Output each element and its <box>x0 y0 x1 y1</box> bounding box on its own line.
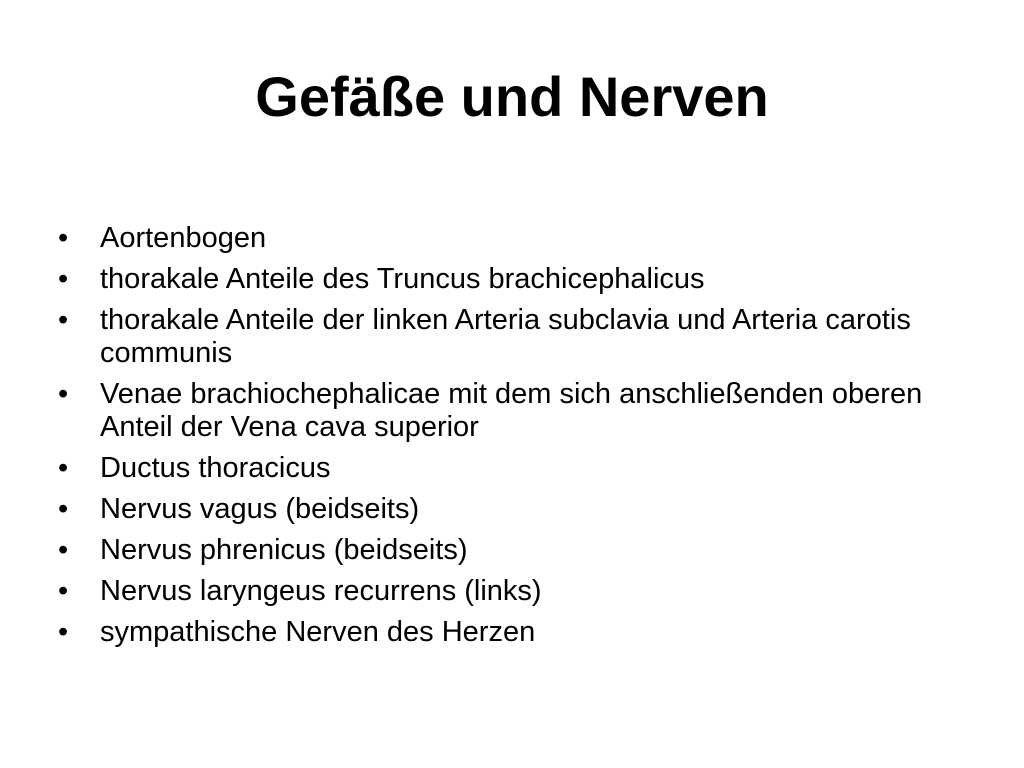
list-item-text: sympathische Nerven des Herzen <box>100 616 536 648</box>
bullet-icon: • <box>58 575 69 607</box>
list-item <box>56 534 976 567</box>
list-item <box>56 304 976 370</box>
bullet-icon: • <box>58 534 69 566</box>
list-item-text: Nervus phrenicus (beidseits) <box>100 534 468 566</box>
list-item <box>56 263 976 296</box>
bullet-icon: • <box>58 222 69 254</box>
list-item-text: Venae brachiochephalicae mit dem sich anschließenden oberen Anteil der Vena cava superior <box>100 378 923 443</box>
list-item-text: thorakale Anteile des Truncus brachicephalicus <box>100 263 705 295</box>
list-item <box>56 378 976 444</box>
bullet-icon: • <box>58 493 69 525</box>
bullet-icon: • <box>58 263 69 295</box>
list-item <box>56 575 976 608</box>
list-item <box>56 616 976 649</box>
bullet-icon: • <box>58 452 69 484</box>
list-item-text: Ductus thoracicus <box>100 452 331 484</box>
bullet-list <box>56 222 976 657</box>
bullet-icon: • <box>58 616 69 648</box>
list-item <box>56 222 976 255</box>
list-item <box>56 452 976 485</box>
list-item <box>56 493 976 526</box>
list-item-text: thorakale Anteile der linken Arteria subclavia und Arteria carotis communis <box>100 304 911 369</box>
list-item-text: Nervus laryngeus recurrens (links) <box>100 575 542 607</box>
list-item-text: Aortenbogen <box>100 222 267 254</box>
list-item-text: Nervus vagus (beidseits) <box>100 493 420 525</box>
slide-title: Gefäße und Nerven <box>255 65 769 128</box>
bullet-icon: • <box>58 378 69 410</box>
bullet-icon: • <box>58 304 69 336</box>
